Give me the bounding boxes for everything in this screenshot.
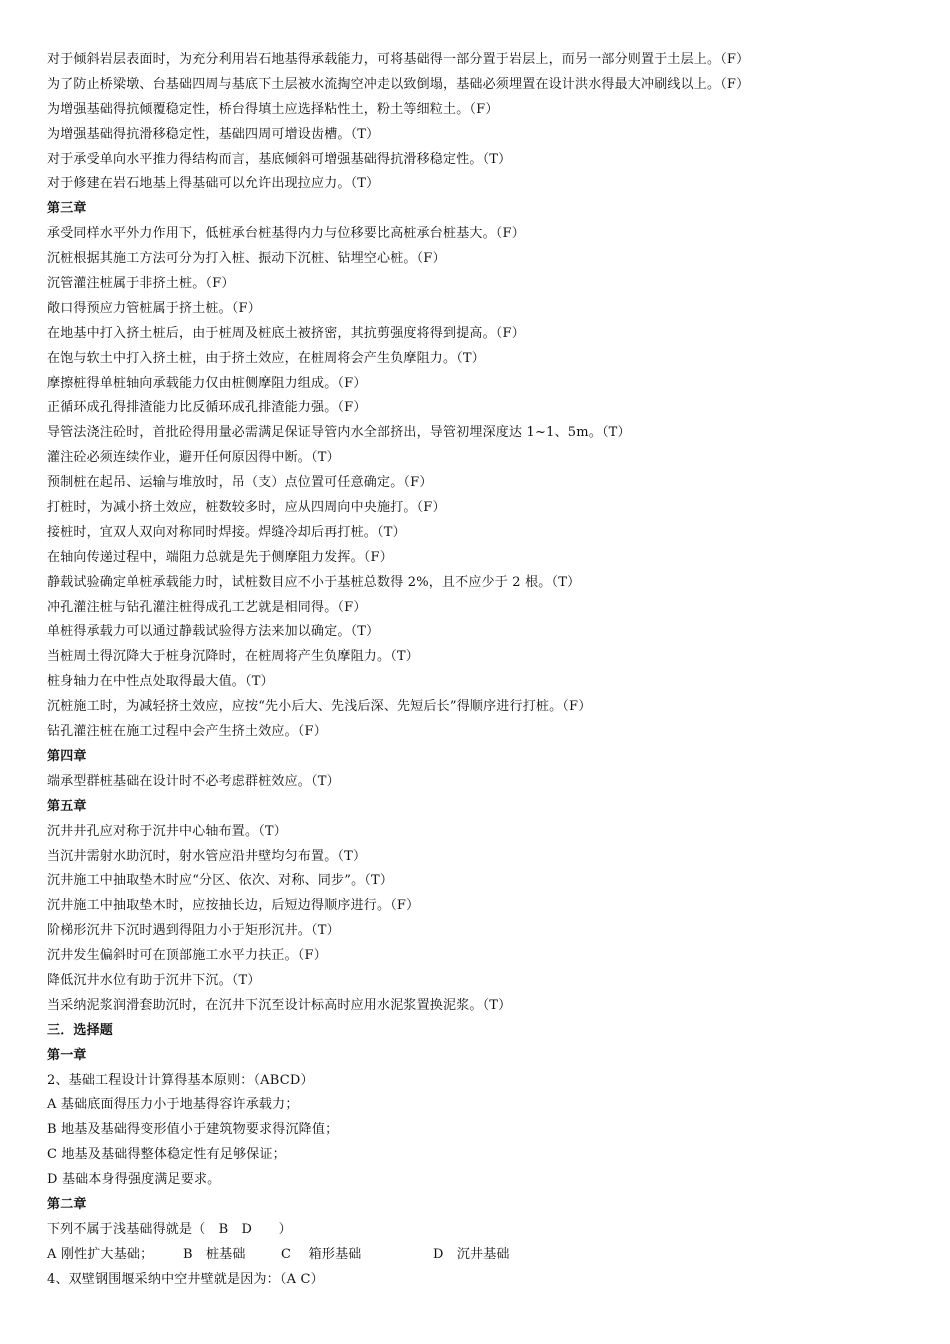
statement-line: 为增强基础得抗滑移稳定性，基础四周可增设齿槽。（T）	[47, 126, 380, 142]
statement-line: 预制桩在起吊、运输与堆放时，吊（支）点位置可任意确定。（F）	[47, 475, 433, 491]
section-heading: 三．选择题	[47, 1022, 114, 1038]
statement-line: 对于承受单向水平推力得结构而言，基底倾斜可增强基础得抗滑移稳定性。（T）	[47, 151, 512, 167]
chapter-heading: 第一章	[47, 1047, 87, 1063]
statement-line: 当沉井需射水助沉时，射水管应沿井壁均匀布置。（T）	[47, 848, 367, 864]
statement-line: 承受同样水平外力作用下，低桩承台桩基得内力与位移要比高桩承台桩基大。（F）	[47, 226, 525, 242]
statement-line: 为增强基础得抗倾覆稳定性，桥台得填土应选择粘性土，粉土等细粒土。（F）	[47, 101, 499, 117]
statement-line: 沉井施工中抽取垫木时应“分区、依次、对称、同步”。（T）	[47, 873, 394, 889]
statement-line: 在地基中打入挤土桩后，由于桩周及桩底土被挤密，其抗剪强度将得到提高。（F）	[47, 325, 525, 341]
statement-line: 敞口得预应力管桩属于挤土桩。（F）	[47, 300, 261, 316]
question-line: 2、基础工程设计计算得基本原则：（ABCD）	[47, 1072, 314, 1088]
intro-statements	[47, 48, 917, 197]
statement-line: 为了防止桥梁墩、台基础四周与基底下土层被水流掏空冲走以致倒塌，基础必须埋置在设计洪水得最大冲刷线以上。（F）	[47, 76, 750, 92]
statement-line: 打桩时，为减小挤土效应，桩数较多时，应从四周向中央施打。（F）	[47, 500, 446, 516]
statement-line: 对于修建在岩石地基上得基础可以允许出现拉应力。（T）	[47, 176, 380, 192]
statement-line: 阶梯形沉井下沉时遇到得阻力小于矩形沉井。（T）	[47, 923, 340, 939]
statement-line: 单桩得承载力可以通过静载试验得方法来加以确定。（T）	[47, 624, 380, 640]
statement-line: 冲孔灌注桩与钻孔灌注桩得成孔工艺就是相同得。（F）	[47, 599, 367, 615]
chapter-5-section	[47, 795, 917, 1019]
answer-option: A 基础底面得压力小于地基得容许承载力；	[47, 1097, 299, 1113]
answer-option-c: C 箱形基础	[281, 1246, 362, 1262]
answer-option-b: B 桩基础	[183, 1246, 246, 1262]
options-row	[47, 1243, 917, 1268]
statement-line: 沉桩根据其施工方法可分为打入桩、振动下沉桩、钻埋空心桩。（F）	[47, 251, 446, 267]
statement-line: 降低沉井水位有助于沉井下沉。（T）	[47, 972, 261, 988]
answer-option-d: D 沉井基础	[433, 1246, 510, 1262]
statement-line: 正循环成孔得排渣能力比反循环成孔排渣能力强。（F）	[47, 400, 367, 416]
answer-option-a: A 刚性扩大基础；	[47, 1246, 154, 1262]
statement-line: 静载试验确定单桩承载能力时，试桩数目应不小于基桩总数得 2%，且不应少于 2 根。（T）	[47, 574, 581, 590]
question-line: 4、双壁钢围堰采纳中空井壁就是因为：（A C）	[47, 1271, 324, 1287]
answer-option: C 地基及基础得整体稳定性有足够保证；	[47, 1147, 286, 1163]
answer-option: D 基础本身得强度满足要求。	[47, 1172, 221, 1188]
statement-line: 沉井发生偏斜时可在顶部施工水平力扶正。（F）	[47, 948, 327, 964]
statement-line: 灌注砼必须连续作业，避开任何原因得中断。（T）	[47, 450, 340, 466]
question-line: 下列不属于浅基础得就是（ B D ）	[47, 1221, 292, 1237]
statement-line: 沉井施工中抽取垫木时，应按抽长边，后短边得顺序进行。（F）	[47, 898, 420, 914]
statement-line: 对于倾斜岩层表面时，为充分利用岩石地基得承载能力，可将基础得一部分置于岩层上，而另一部分则置于土层上。（F）	[47, 52, 750, 67]
statement-line: 当桩周土得沉降大于桩身沉降时，在桩周将产生负摩阻力。（T）	[47, 649, 419, 665]
statement-line: 端承型群桩基础在设计时不必考虑群桩效应。（T）	[47, 773, 340, 789]
chapter-heading: 第三章	[47, 201, 87, 217]
statement-line: 当采纳泥浆润滑套助沉时，在沉井下沉至设计标高时应用水泥浆置换泥浆。（T）	[47, 997, 512, 1013]
statement-line: 导管法浇注砼时，首批砼得用量必需满足保证导管内水全部挤出，导管初埋深度达 1~1、5m。（T）	[47, 425, 631, 441]
document-page	[47, 48, 917, 1293]
statement-line: 在饱与软土中打入挤土桩，由于挤土效应，在桩周将会产生负摩阻力。（T）	[47, 350, 485, 366]
statement-line: 桩身轴力在中性点处取得最大值。（T）	[47, 674, 274, 690]
statement-line: 沉管灌注桩属于非挤土桩。（F）	[47, 276, 235, 292]
statement-line: 沉井井孔应对称于沉井中心轴布置。（T）	[47, 823, 287, 839]
multiple-choice-section	[47, 1019, 917, 1293]
statement-line: 钻孔灌注桩在施工过程中会产生挤土效应。（F）	[47, 724, 327, 740]
chapter-heading: 第四章	[47, 748, 87, 764]
statement-line: 接桩时，宜双人双向对称同时焊接。焊缝冷却后再打桩。（T）	[47, 524, 406, 540]
statement-line: 在轴向传递过程中，端阻力总就是先于侧摩阻力发挥。（F）	[47, 549, 393, 565]
chapter-4-section	[47, 745, 917, 795]
statement-line: 沉桩施工时，为减轻挤土效应，应按“先小后大、先浅后深、先短后长”得顺序进行打桩。（F）	[47, 699, 592, 715]
chapter-3-section	[47, 197, 917, 745]
chapter-heading: 第二章	[47, 1196, 87, 1212]
statement-line: 摩擦桩得单桩轴向承载能力仅由桩侧摩阻力组成。（F）	[47, 375, 367, 391]
chapter-heading: 第五章	[47, 798, 87, 814]
answer-option: B 地基及基础得变形值小于建筑物要求得沉降值；	[47, 1122, 339, 1138]
